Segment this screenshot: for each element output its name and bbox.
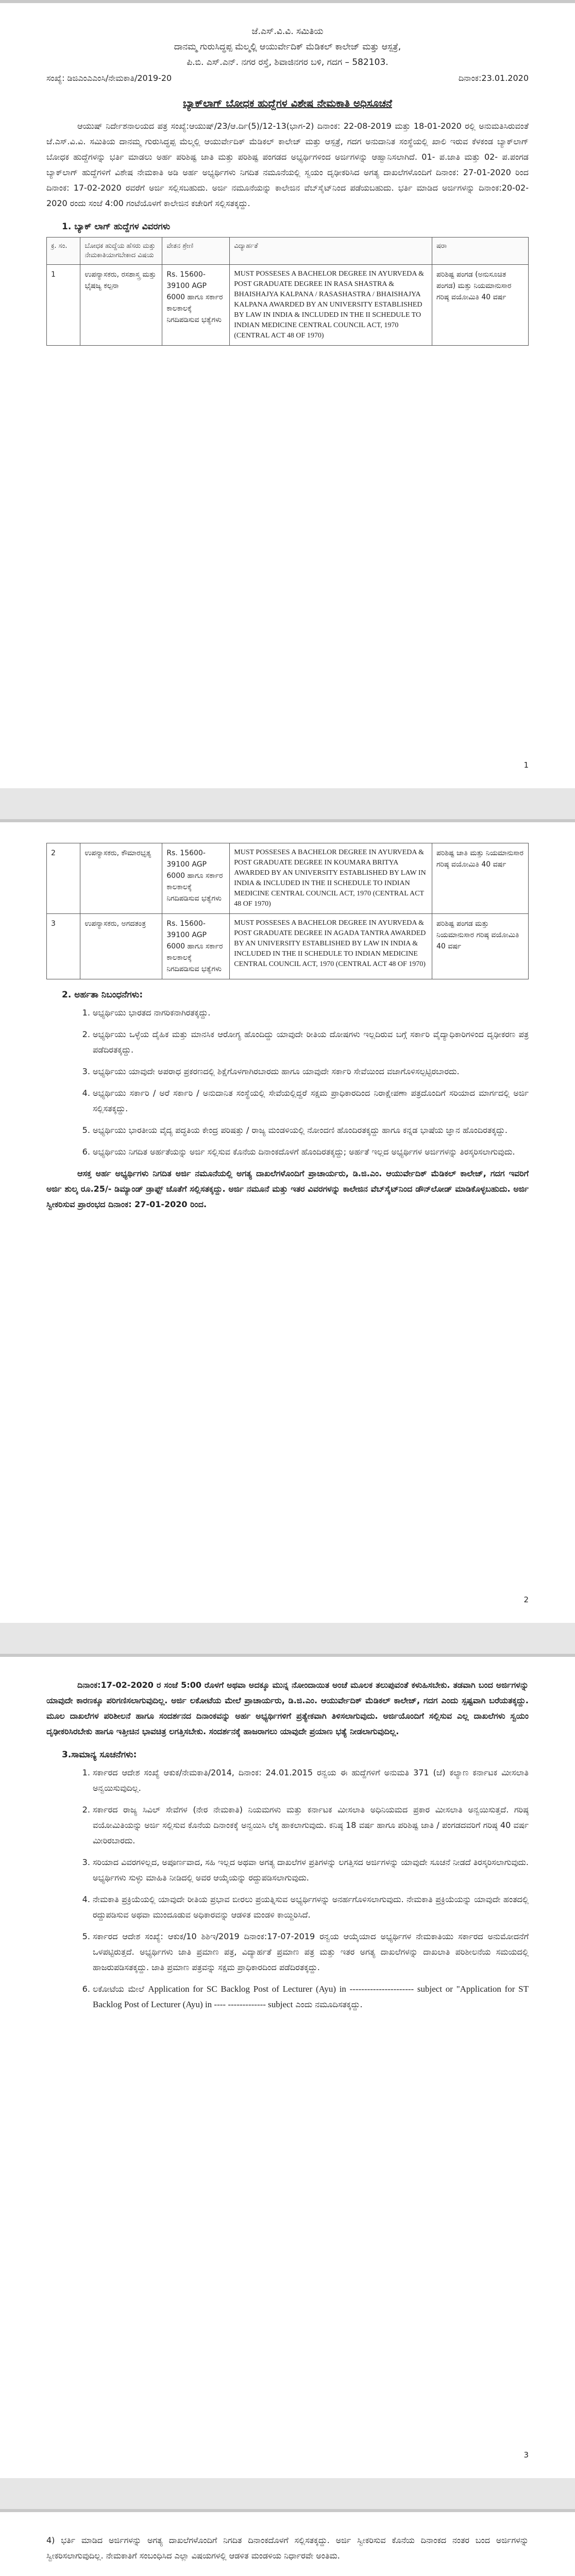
document-page-3 (0, 1654, 575, 2478)
eligibility-heading: 2. ಅರ್ಹತಾ ನಿಬಂಧನೆಗಳು: (62, 990, 143, 1000)
row-remarks: ಪರಿಶಿಷ್ಟ ಜಾತಿ ಮತ್ತು ನಿಯಮಾನುಸಾರ ಗರಿಷ್ಠ ವಯೋಮಿತಿ 40 ವರ್ಷ (432, 843, 528, 914)
row-post: ಉಪನ್ಯಾಸಕರು, ಕೌಮಾರಭೃತ್ಯ (80, 843, 162, 914)
row-qualification: MUST POSSESES A BACHELOR DEGREE IN AYURVEDA & POST GRADUATE DEGREE IN RASA SHASTRA & BHAISHAJYA KALPANA / RASASHASTRA / BHAISHAJYA KALPANA AWARDED BY AN UNIVERSITY ESTABLISHED BY LAW IN INDIA & INCLUDED IN THE II SCHEDULE TO INDIAN MEDICINE CENTRAL COUNCIL ACT, 1970 (CENTRAL ACT 48 OF 1970) (230, 265, 432, 346)
envelope-st-text: "Application for ST Backlog Post of Lecturer (Ayu) in ---- ------------- subject (93, 1984, 529, 2009)
row-serial: 3 (47, 914, 80, 979)
row-pay-scale: Rs. 15600-39100 AGP 6000 ಹಾಗೂ ಸರ್ಕಾರ ಕಾಲಕಾಲಕ್ಕೆ ನಿಗದಿಪಡಿಸುವ ಭತ್ಯೆಗಳು (162, 265, 230, 346)
intro-paragraph: ಆಯುಷ್ ನಿರ್ದೇಶನಾಲಯದ ಪತ್ರ ಸಂಖ್ಯೆ:ಆಯುಷ್/23/ಆ.ರ್ದಿ(5)/12-13(ಭಾಗ-2) ದಿನಾಂಕ: 22-08-2019 ಮತ್ತು 18-01-2020 ರಲ್ಲಿ ಅನುಮತಿಸಿರುವಂತೆ ಜೆ.ಎಸ್.ವಿ.ವಿ. ಸಮಿತಿಯ ದಾನಮ್ಮ ಗುರುಸಿದ್ಧಪ್ಪ ಮೆಲ್ಮಲ್ಲಿ ಆಯುರ್ವೇದಿಕ್ ಮೆಡಿಕಲ್ ಕಾಲೇಜ್ ಮತ್ತು ಆಸ್ಪತ್ರೆ, ಗದಗ ಅನುದಾನಿತ ಸಂಸ್ಥೆಯಲ್ಲಿ ಖಾಲಿ ಇರುವ ಕೆಳಕಂಡ ಬ್ಯಾಕ್‌ಲಾಗ್ ಬೋಧಕ ಹುದ್ದೆಗಳನ್ನು ಭರ್ತಿ ಮಾಡಲು ಅರ್ಹ ಪರಿಶಿಷ್ಟ ಜಾತಿ ಮತ್ತು ಪರಿಶಿಷ್ಟ ಪಂಗಡದ ಅಭ್ಯರ್ಥಿಗಳಿಂದ ಅರ್ಜಿಗಳನ್ನು ಆಹ್ವಾನಿಸಲಾಗಿದೆ. 01- ಪ.ಜಾತಿ ಮತ್ತು 02- ಪ.ಪಂಗಡ ಬ್ಯಾಕ್‌ಲಾಗ್ ಹುದ್ದೆಗಳಿಗೆ ವಿಶೇಷ ನೇಮಕಾತಿ ಅಡಿ ಅರ್ಹ ಅಭ್ಯರ್ಥಿಗಳು ನಿಗದಿತ ನಮೂನೆಯಲ್ಲಿ ಸ್ವಯಂ ದೃಢೀಕರಿಸಿದ ಅಗತ್ಯ ದಾಖಲೆಗಳೊಂದಿಗೆ ದಿನಾಂಕ: 27-01-2020 ರಿಂದ ದಿನಾಂಕ: 17-02-2020 ರವರೆಗೆ ಅರ್ಜಿ ಸಲ್ಲಿಸಬಹುದು. ಅರ್ಜಿ ನಮೂನೆಯನ್ನು ಕಾಲೇಜಿನ ವೆಬ್‌ಸೈಟ್‌ನಿಂದ ಪಡೆಯಬಹುದು. ಭರ್ತಿ ಮಾಡಿದ ಅರ್ಜಿಗಳನ್ನು ದಿನಾಂಕ:20-02-2020 ರಂದು ಸಂಜೆ 4:00 ಗಂಟೆಯೊಳಗೆ ಕಾಲೇಜಿನ ಕಚೇರಿಗೆ ಸಲ್ಲಿಸತಕ್ಕದ್ದು. (46, 121, 529, 208)
envelope-sc-text: Application for SC Backlog Post of Lecturer (Ayu) in ---------------------- subject (148, 1984, 443, 1994)
list-item: 6. ಅಭ್ಯರ್ಥಿಯು ನಿಗದಿತ ಅರ್ಹತೆಯನ್ನು ಅರ್ಜಿ ಸಲ್ಲಿಸುವ ಕೊನೆಯ ದಿನಾಂಕದೊಳಗೆ ಹೊಂದಿರತಕ್ಕದ್ದು; ಅರ್ಹತೆ ಇಲ್ಲದ ಅಭ್ಯರ್ಥಿಗಳ ಅರ್ಜಿಗಳನ್ನು ತಿರಸ್ಕರಿಸಲಾಗುವುದು. (93, 1144, 529, 1160)
list-item: 4. ಅಭ್ಯರ್ಥಿಯು ಸರ್ಕಾರಿ / ಅರೆ ಸರ್ಕಾರಿ / ಅನುದಾನಿತ ಸಂಸ್ಥೆಯಲ್ಲಿ ಸೇವೆಯಲ್ಲಿದ್ದರೆ ಸಕ್ಷಮ ಪ್ರಾಧಿಕಾರದಿಂದ ನಿರಾಕ್ಷೇಪಣಾ ಪತ್ರದೊಂದಿಗೆ ಸರಿಯಾದ ಮಾರ್ಗದಲ್ಲಿ ಅರ್ಜಿ ಸಲ್ಲಿಸತಕ್ಕದ್ದು. (93, 1086, 529, 1116)
page-number: 1 (523, 760, 529, 770)
general-instructions-heading: 3.ಸಾಮಾನ್ಯ ಸೂಚನೆಗಳು: (62, 1750, 137, 1760)
list-item: 2. ಸರ್ಕಾರದ ರಾಜ್ಯ ಸಿವಿಲ್ ಸೇವೆಗಳ (ನೇರ ನೇಮಕಾತಿ) ನಿಯಮಗಳು ಮತ್ತು ಕರ್ನಾಟಕ ಮೀಸಲಾತಿ ಅಧಿನಿಯಮದ ಪ್ರಕಾರ ಮೀಸಲಾತಿ ಅನ್ವಯಿಸುತ್ತದೆ. ಗರಿಷ್ಠ ವಯೋಮಿತಿಯನ್ನು ಅರ್ಜಿ ಸಲ್ಲಿಸುವ ಕೊನೆಯ ದಿನಾಂಕಕ್ಕೆ ಅನ್ವಯಿಸಿ ಲೆಕ್ಕ ಹಾಕಲಾಗುವುದು. ಕನಿಷ್ಠ 18 ವರ್ಷ ಹಾಗೂ ಪರಿಶಿಷ್ಟ ಜಾತಿ / ಪಂಗಡದವರಿಗೆ ಗರಿಷ್ಠ 40 ವರ್ಷ ಮೀರಿರಬಾರದು. (93, 1802, 529, 1849)
notification-title: ಬ್ಯಾಕ್‌ಲಾಗ್ ಬೋಧಕ ಹುದ್ದೆಗಳ ವಿಶೇಷ ನೇಮಕಾತಿ ಅಧಿಸೂಚನೆ (183, 97, 392, 109)
col-header-qualification: ವಿದ್ಯಾರ್ಹತೆ (230, 238, 432, 265)
list-item-envelope (93, 1981, 529, 2012)
list-item: 2. ಅಭ್ಯರ್ಥಿಯು ಒಳ್ಳೆಯ ದೈಹಿಕ ಮತ್ತು ಮಾನಸಿಕ ಆರೋಗ್ಯ ಹೊಂದಿದ್ದು ಯಾವುದೇ ರೀತಿಯ ದೋಷಗಳು ಇಲ್ಲದಿರುವ ಬಗ್ಗೆ ಸರ್ಕಾರಿ ವೈದ್ಯಾಧಿಕಾರಿಗಳಿಂದ ದೃಢೀಕರಣ ಪತ್ರ ಪಡೆದಿರತಕ್ಕದ್ದು. (93, 1027, 529, 1058)
item-number: 4) (46, 2535, 55, 2545)
col-header-post: ಬೋಧಕ ಹುದ್ದೆಯ ಹೆಸರು ಮತ್ತು ನೇಮಕಾತಿಯಾಗಬೇಕಾದ ವಿಷಯ (80, 238, 162, 265)
list-item: 1. ಸರ್ಕಾರದ ಆದೇಶ ಸಂಖ್ಯೆ ಆಕುಕ/ನೇಮಕಾತಿ/2014, ದಿನಾಂಕ: 24.01.2015 ರನ್ವಯ ಈ ಹುದ್ದೆಗಳಿಗೆ ಅನುಮತಿ 371 (ಜೆ) ಕಲ್ಯಾಣ ಕರ್ನಾಟಕ ಮೀಸಲಾತಿ ಅನ್ವಯಿಸುವುದಿಲ್ಲ. (93, 1765, 529, 1796)
reference-row (46, 73, 529, 83)
document-page-4 (0, 2509, 575, 2576)
institution-header (46, 24, 529, 70)
envelope-lead: ಲಕೋಟೆಯ ಮೇಲೆ (93, 1984, 144, 1994)
backlog-posts-table (46, 237, 529, 346)
list-item: 3. ಅಭ್ಯರ್ಥಿಯು ಯಾವುದೇ ಅಪರಾಧ ಪ್ರಕರಣದಲ್ಲಿ ಶಿಕ್ಷೆಗೊಳಗಾಗಿರಬಾರದು ಹಾಗೂ ಯಾವುದೇ ಸರ್ಕಾರಿ ಸೇವೆಯಿಂದ ವಜಾಗೊಳಿಸಲ್ಪಟ್ಟಿರಬಾರದು. (93, 1064, 529, 1079)
general-instructions-list (77, 1765, 529, 2012)
row-pay-scale: Rs. 15600-39100 AGP 6000 ಹಾಗೂ ಸರ್ಕಾರ ಕಾಲಕಾಲಕ್ಕೆ ನಿಗದಿಪಡಿಸುವ ಭತ್ಯೆಗಳು (162, 914, 230, 979)
backlog-posts-heading: 1. ಬ್ಯಾಕ್ ಲಾಗ್ ಹುದ್ದೆಗಳ ವಿವರಗಳು (62, 222, 171, 232)
header-line-3: ಪಿ.ಬಿ. ಎಸ್.ಎನ್. ನಗರ ರಸ್ತೆ, ಶಿವಾಜಿನಗರ ಬಳಿ, ಗದಗ – 582103. (187, 57, 388, 67)
page-number: 2 (523, 1595, 529, 1604)
envelope-or-text: or (442, 1984, 456, 1994)
header-line-1: ಜೆ.ಎಸ್.ವಿ.ವಿ. ಸಮಿತಿಯ (251, 26, 324, 37)
document-page-2 (0, 819, 575, 1623)
table-header-row (47, 238, 529, 265)
list-item: 4. ನೇಮಕಾತಿ ಪ್ರಕ್ರಿಯೆಯಲ್ಲಿ ಯಾವುದೇ ರೀತಿಯ ಪ್ರಭಾವ ಬೀರಲು ಪ್ರಯತ್ನಿಸುವ ಅಭ್ಯರ್ಥಿಗಳನ್ನು ಅನರ್ಹಗೊಳಿಸಲಾಗುವುದು. ನೇಮಕಾತಿ ಪ್ರಕ್ರಿಯೆಯನ್ನು ಯಾವುದೇ ಹಂತದಲ್ಲಿ ರದ್ದುಪಡಿಸುವ ಅಥವಾ ಮುಂದೂಡುವ ಅಧಿಕಾರವನ್ನು ಆಡಳಿತ ಮಂಡಳಿ ಕಾಯ್ದಿರಿಸಿದೆ. (93, 1892, 529, 1923)
backlog-posts-table-continued (46, 843, 529, 979)
table-row (47, 914, 529, 979)
col-header-serial: ಕ್ರ. ಸಂ. (47, 238, 80, 265)
closing-paragraph (46, 2533, 529, 2564)
header-line-2: ದಾನಮ್ಮ ಗುರುಸಿದ್ಧಪ್ಪ ಮೆಲ್ಮಲ್ಲಿ ಆಯುರ್ವೇದಿಕ್ ಮೆಡಿಕಲ್ ಕಾಲೇಜ್ ಮತ್ತು ಆಸ್ಪತ್ರೆ, (174, 42, 401, 52)
application-paragraph: ಆಸಕ್ತ ಅರ್ಹ ಅಭ್ಯರ್ಥಿಗಳು ನಿಗದಿತ ಅರ್ಜಿ ನಮೂನೆಯಲ್ಲಿ ಅಗತ್ಯ ದಾಖಲೆಗಳೊಂದಿಗೆ ಪ್ರಾಚಾರ್ಯರು, ಡಿ.ಜಿ.ಎಂ. ಆಯುರ್ವೇದಿಕ್ ಮೆಡಿಕಲ್ ಕಾಲೇಜ್, ಗದಗ ಇವರಿಗೆ ಅರ್ಜಿ ಶುಲ್ಕ ರೂ.25/- ಡಿಮ್ಯಾಂಡ್ ಡ್ರಾಫ್ಟ್ ಜೊತೆಗೆ ಸಲ್ಲಿಸತಕ್ಕದ್ದು. ಅರ್ಜಿ ನಮೂನೆ ಮತ್ತು ಇತರ ವಿವರಗಳನ್ನು ಕಾಲೇಜಿನ ವೆಬ್‌ಸೈಟ್‌ನಿಂದ ಡೌನ್‌ಲೋಡ್ ಮಾಡಿಕೊಳ್ಳಬಹುದು. ಅರ್ಜಿ ಸ್ವೀಕರಿಸುವ ಪ್ರಾರಂಭದ ದಿನಾಂಕ: 27-01-2020 ರಿಂದ. (46, 1168, 529, 1209)
closing-text: ಭರ್ತಿ ಮಾಡಿದ ಅರ್ಜಿಗಳನ್ನು ಅಗತ್ಯ ದಾಖಲೆಗಳೊಂದಿಗೆ ನಿಗದಿತ ದಿನಾಂಕದೊಳಗೆ ಸಲ್ಲಿಸತಕ್ಕದ್ದು. ಅರ್ಜಿ ಸ್ವೀಕರಿಸುವ ಕೊನೆಯ ದಿನಾಂಕದ ನಂತರ ಬಂದ ಅರ್ಜಿಗಳನ್ನು ಸ್ವೀಕರಿಸಲಾಗುವುದಿಲ್ಲ. ನೇಮಕಾತಿಗೆ ಸಂಬಂಧಿಸಿದ ಎಲ್ಲಾ ವಿಷಯಗಳಲ್ಲಿ ಆಡಳಿತ ಮಂಡಳಿಯ ನಿರ್ಧಾರವೇ ಅಂತಿಮ. (46, 2535, 529, 2561)
row-remarks: ಪರಿಶಿಷ್ಟ ಪಂಗಡ ಮತ್ತು ನಿಯಮಾನುಸಾರ ಗರಿಷ್ಠ ವಯೋಮಿತಿ 40 ವರ್ಷ (432, 914, 528, 979)
page-number: 3 (523, 2450, 529, 2460)
submission-paragraph: ದಿನಾಂಕ:17-02-2020 ರ ಸಂಜೆ 5:00 ರೊಳಗೆ ಅಥವಾ ಅದಕ್ಕೂ ಮುನ್ನ ನೋಂದಾಯಿತ ಅಂಚೆ ಮೂಲಕ ತಲುಪುವಂತೆ ಕಳುಹಿಸಬೇಕು. ತಡವಾಗಿ ಬಂದ ಅರ್ಜಿಗಳನ್ನು ಯಾವುದೇ ಕಾರಣಕ್ಕೂ ಪರಿಗಣಿಸಲಾಗುವುದಿಲ್ಲ. ಅರ್ಜಿ ಲಕೋಟೆಯ ಮೇಲೆ ಪ್ರಾಚಾರ್ಯರು, ಡಿ.ಜಿ.ಎಂ. ಆಯುರ್ವೇದಿಕ್ ಮೆಡಿಕಲ್ ಕಾಲೇಜ್, ಗದಗ ಎಂದು ಸ್ಪಷ್ಟವಾಗಿ ಬರೆಯತಕ್ಕದ್ದು. ಮೂಲ ದಾಖಲೆಗಳ ಪರಿಶೀಲನೆ ಹಾಗೂ ಸಂದರ್ಶನದ ದಿನಾಂಕವನ್ನು ಅರ್ಹ ಅಭ್ಯರ್ಥಿಗಳಿಗೆ ಪ್ರತ್ಯೇಕವಾಗಿ ತಿಳಿಸಲಾಗುವುದು. ಅರ್ಜಿಯೊಂದಿಗೆ ಸಲ್ಲಿಸುವ ಎಲ್ಲ ದಾಖಲೆಗಳು ಸ್ವಯಂ ದೃಢೀಕರಿಸಿರಬೇಕು ಹಾಗೂ ಇತ್ತೀಚಿನ ಭಾವಚಿತ್ರ ಲಗತ್ತಿಸಬೇಕು. ಸಂದರ್ಶನಕ್ಕೆ ಹಾಜರಾಗಲು ಯಾವುದೇ ಪ್ರಯಾಣ ಭತ್ಯೆ ನೀಡಲಾಗುವುದಿಲ್ಲ. (46, 1680, 529, 1736)
row-pay-scale: Rs. 15600-39100 AGP 6000 ಹಾಗೂ ಸರ್ಕಾರ ಕಾಲಕಾಲಕ್ಕೆ ನಿಗದಿಪಡಿಸುವ ಭತ್ಯೆಗಳು (162, 843, 230, 914)
table-row (47, 265, 529, 346)
col-header-remarks: ಷರಾ (432, 238, 528, 265)
col-header-pay-scale: ವೇತನ ಶ್ರೇಣಿ (162, 238, 230, 265)
row-qualification: MUST POSSESES A BACHELOR DEGREE IN AYURVEDA & POST GRADUATE DEGREE IN AGADA TANTRA AWARDED BY AN UNIVERSITY ESTABLISHED BY LAW IN INDIA & INCLUDED IN THE II SCHEDULE TO INDIAN MEDICINE CENTRAL COUNCIL ACT, 1970 (CENTRAL ACT 48 OF 1970) (230, 914, 432, 979)
row-qualification: MUST POSSESES A BACHELOR DEGREE IN AYURVEDA & POST GRADUATE DEGREE IN KOUMARA BRITYA AWARDED BY AN UNIVERSITY ESTABLISHED BY LAW IN INDIA & INCLUDED IN THE II SCHEDULE TO INDIAN MEDICINE CENTRAL COUNCIL ACT, 1970 (CENTRAL ACT 48 OF 1970) (230, 843, 432, 914)
list-item: 5. ಸರ್ಕಾರದ ಆದೇಶ ಸಂಖ್ಯೆ: ಆಕುಕ/10 ಶಿಶಿಇ/2019 ದಿನಾಂಕ:17-07-2019 ರನ್ವಯ ಆಯ್ಕೆಯಾದ ಅಭ್ಯರ್ಥಿಗಳ ನೇಮಕಾತಿಯು ಸರ್ಕಾರದ ಅನುಮೋದನೆಗೆ ಒಳಪಟ್ಟಿರುತ್ತದೆ. ಅಭ್ಯರ್ಥಿಗಳು ಜಾತಿ ಪ್ರಮಾಣ ಪತ್ರ, ವಿದ್ಯಾರ್ಹತೆ ಪ್ರಮಾಣ ಪತ್ರ ಮತ್ತು ಇತರ ಅಗತ್ಯ ದಾಖಲೆಗಳನ್ನು ದಾಖಲಾತಿ ಪರಿಶೀಲನೆಯ ಸಮಯದಲ್ಲಿ ಹಾಜರುಪಡಿಸತಕ್ಕದ್ದು. ಜಾತಿ ಪ್ರಮಾಣ ಪತ್ರವನ್ನು ಸಕ್ಷಮ ಪ್ರಾಧಿಕಾರದಿಂದ ಪಡೆದಿರತಕ್ಕದ್ದು. (93, 1929, 529, 1975)
row-remarks: ಪರಿಶಿಷ್ಟ ಪಂಗಡ (ಅನುಸೂಚಿತ ಪಂಗಡ) ಮತ್ತು ನಿಯಮಾನುಸಾರ ಗರಿಷ್ಠ ವಯೋಮಿತಿ 40 ವರ್ಷ (432, 265, 528, 346)
row-serial: 1 (47, 265, 80, 346)
reference-number: ಸಂಖ್ಯೆ: ಡಿಜಿಎಂಎಎಂಸಿ/ನೇಮಕಾತಿ/2019-20 (46, 73, 172, 83)
list-item: 1. ಅಭ್ಯರ್ಥಿಯು ಭಾರತದ ನಾಗರಿಕನಾಗಿರತಕ್ಕದ್ದು. (93, 1005, 529, 1021)
list-item: 3. ಸರಿಯಾದ ವಿವರಗಳಿಲ್ಲದ, ಅಪೂರ್ಣವಾದ, ಸಹಿ ಇಲ್ಲದ ಅಥವಾ ಅಗತ್ಯ ದಾಖಲೆಗಳ ಪ್ರತಿಗಳನ್ನು ಲಗತ್ತಿಸದ ಅರ್ಜಿಗಳನ್ನು ಯಾವುದೇ ಸೂಚನೆ ನೀಡದೆ ತಿರಸ್ಕರಿಸಲಾಗುವುದು. ಅಭ್ಯರ್ಥಿಗಳು ಸುಳ್ಳು ಮಾಹಿತಿ ನೀಡಿದಲ್ಲಿ ಅವರ ಆಯ್ಕೆಯನ್ನು ರದ್ದುಪಡಿಸಲಾಗುವುದು. (93, 1855, 529, 1886)
row-post: ಉಪನ್ಯಾಸಕರು, ರಸಶಾಸ್ತ್ರ ಮತ್ತು ಭೈಷಜ್ಯ ಕಲ್ಪನಾ (80, 265, 162, 346)
row-post: ಉಪನ್ಯಾಸಕರು, ಅಗದತಂತ್ರ (80, 914, 162, 979)
document-page-1 (0, 0, 575, 788)
list-item: 5. ಅಭ್ಯರ್ಥಿಯು ಭಾರತೀಯ ವೈದ್ಯ ಪದ್ಧತಿಯ ಕೇಂದ್ರ ಪರಿಷತ್ತು / ರಾಜ್ಯ ಮಂಡಳಿಯಲ್ಲಿ ನೋಂದಣಿ ಹೊಂದಿರತಕ್ಕದ್ದು ಹಾಗೂ ಕನ್ನಡ ಭಾಷೆಯ ಜ್ಞಾನ ಹೊಂದಿರತಕ್ಕದ್ದು. (93, 1123, 529, 1138)
notice-date: ದಿನಾಂಕ:23.01.2020 (458, 73, 529, 83)
eligibility-list (77, 1005, 529, 1160)
envelope-tail: ಎಂದು ನಮೂದಿಸತಕ್ಕದ್ದು. (293, 1999, 363, 2009)
table-row (47, 843, 529, 914)
row-serial: 2 (47, 843, 80, 914)
